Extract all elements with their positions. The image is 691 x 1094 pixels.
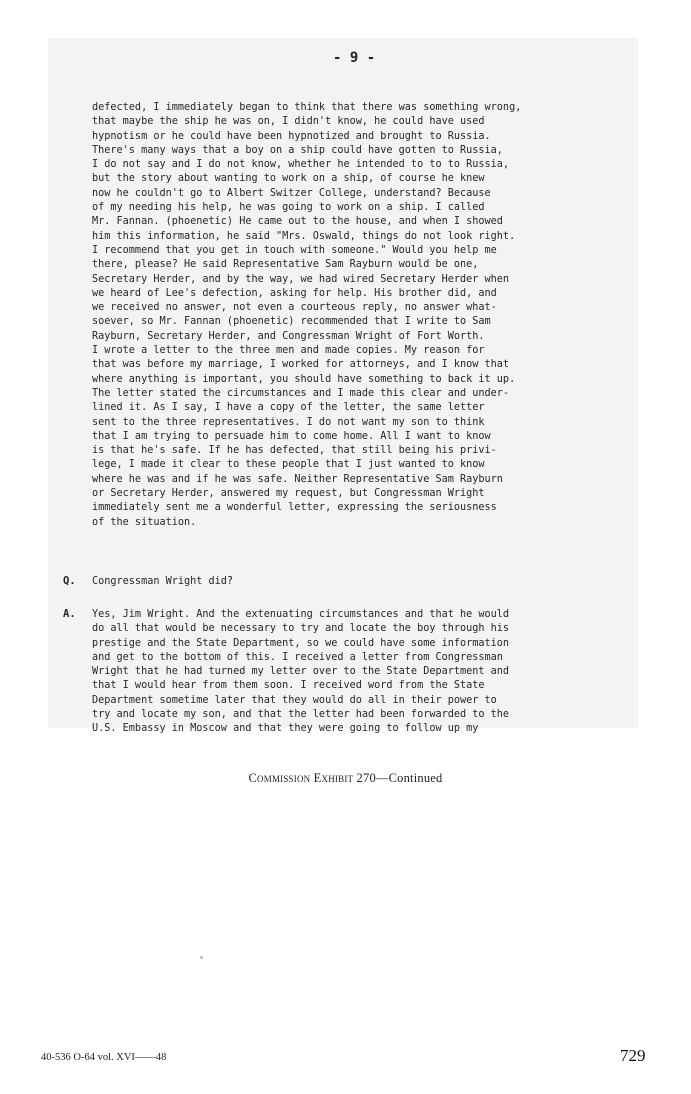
exhibit-caption bbox=[0, 771, 691, 786]
footer-page-number: 729 bbox=[620, 1046, 646, 1065]
question-label: Q. bbox=[63, 575, 76, 587]
exhibit-page-number: - 9 - bbox=[333, 50, 376, 66]
caption-suffix: —Continued bbox=[375, 771, 443, 785]
answer-label: A. bbox=[63, 608, 76, 620]
answer-text: Yes, Jim Wright. And the extenuating circumstances and that he would do all that would be necessary to try and locate the boy through his prestige and the State Department, so we could have some information and get to the bottom of this. I received a letter from Congressman Wright that he had turned my letter over to the State Department and that I would hear from them soon. I received word from the State Department sometime later that they would do all in their power to try and locate my son, and that the letter had been forwarded to the U.S. Embassy in Moscow and that they were going to follow up my bbox=[92, 609, 510, 735]
scan-speck bbox=[200, 956, 203, 959]
caption-title: Commission Exhibit 270 bbox=[248, 771, 376, 785]
question-text: Congressman Wright did? bbox=[92, 576, 234, 587]
footer-print-code: 40-536 O-64 vol. XVI——48 bbox=[41, 1052, 167, 1063]
testimony-body: defected, I immediately began to think that there was something wrong, that maybe the ship he was on, I didn't know, he could have used hypnotism or he could have been hypnotized and brought to Russia. There's many ways that a boy on a ship could have gotten to Russia, I do not say and I do not know, whether he intended to to to Russia, but the story about wanting to work on a ship, of course he knew now he couldn't go to Albert Switzer College, understand? Because of my needing his help, he was going to work on a ship. I called Mr. Fannan. (phoenetic) He came out to the house, and when I showed him this information, he said "Mrs. Oswald, things do not look right. I recommend that you get in touch with someone." Would you help me there, please? He said Representative Sam Rayburn would be one, Secretary Herder, and by the way, we had wired Secretary Herder when we heard of Lee's defection, asking for help. His brother did, and we received no answer, not even a courteous reply, no answer what- soever, so Mr. Fannan (phoenetic) recommended that I write to Sam Rayburn, Secretary Herder, and Congressman Wright of Fort Worth. I wrote a letter to the three men and made copies. My reason for that was before my marriage, I worked for attorneys, and I know that where anything is important, you should have something to back it up. The letter stated the circumstances and I made this clear and under- lined it. As I say, I have a copy of the letter, the same letter sent to the three representatives. I do not want my son to think that I am trying to persuade him to come home. All I want to know is that he's safe. If he has defected, that still being his privi- lege, I made it clear to these people that I just wanted to know where he was and if he was safe. Neither Representative Sam Rayburn or Secretary Herder, answered my request, but Congressman Wright immediately sent me a wonderful letter, expressing the seriousness of the situation. bbox=[92, 102, 522, 528]
